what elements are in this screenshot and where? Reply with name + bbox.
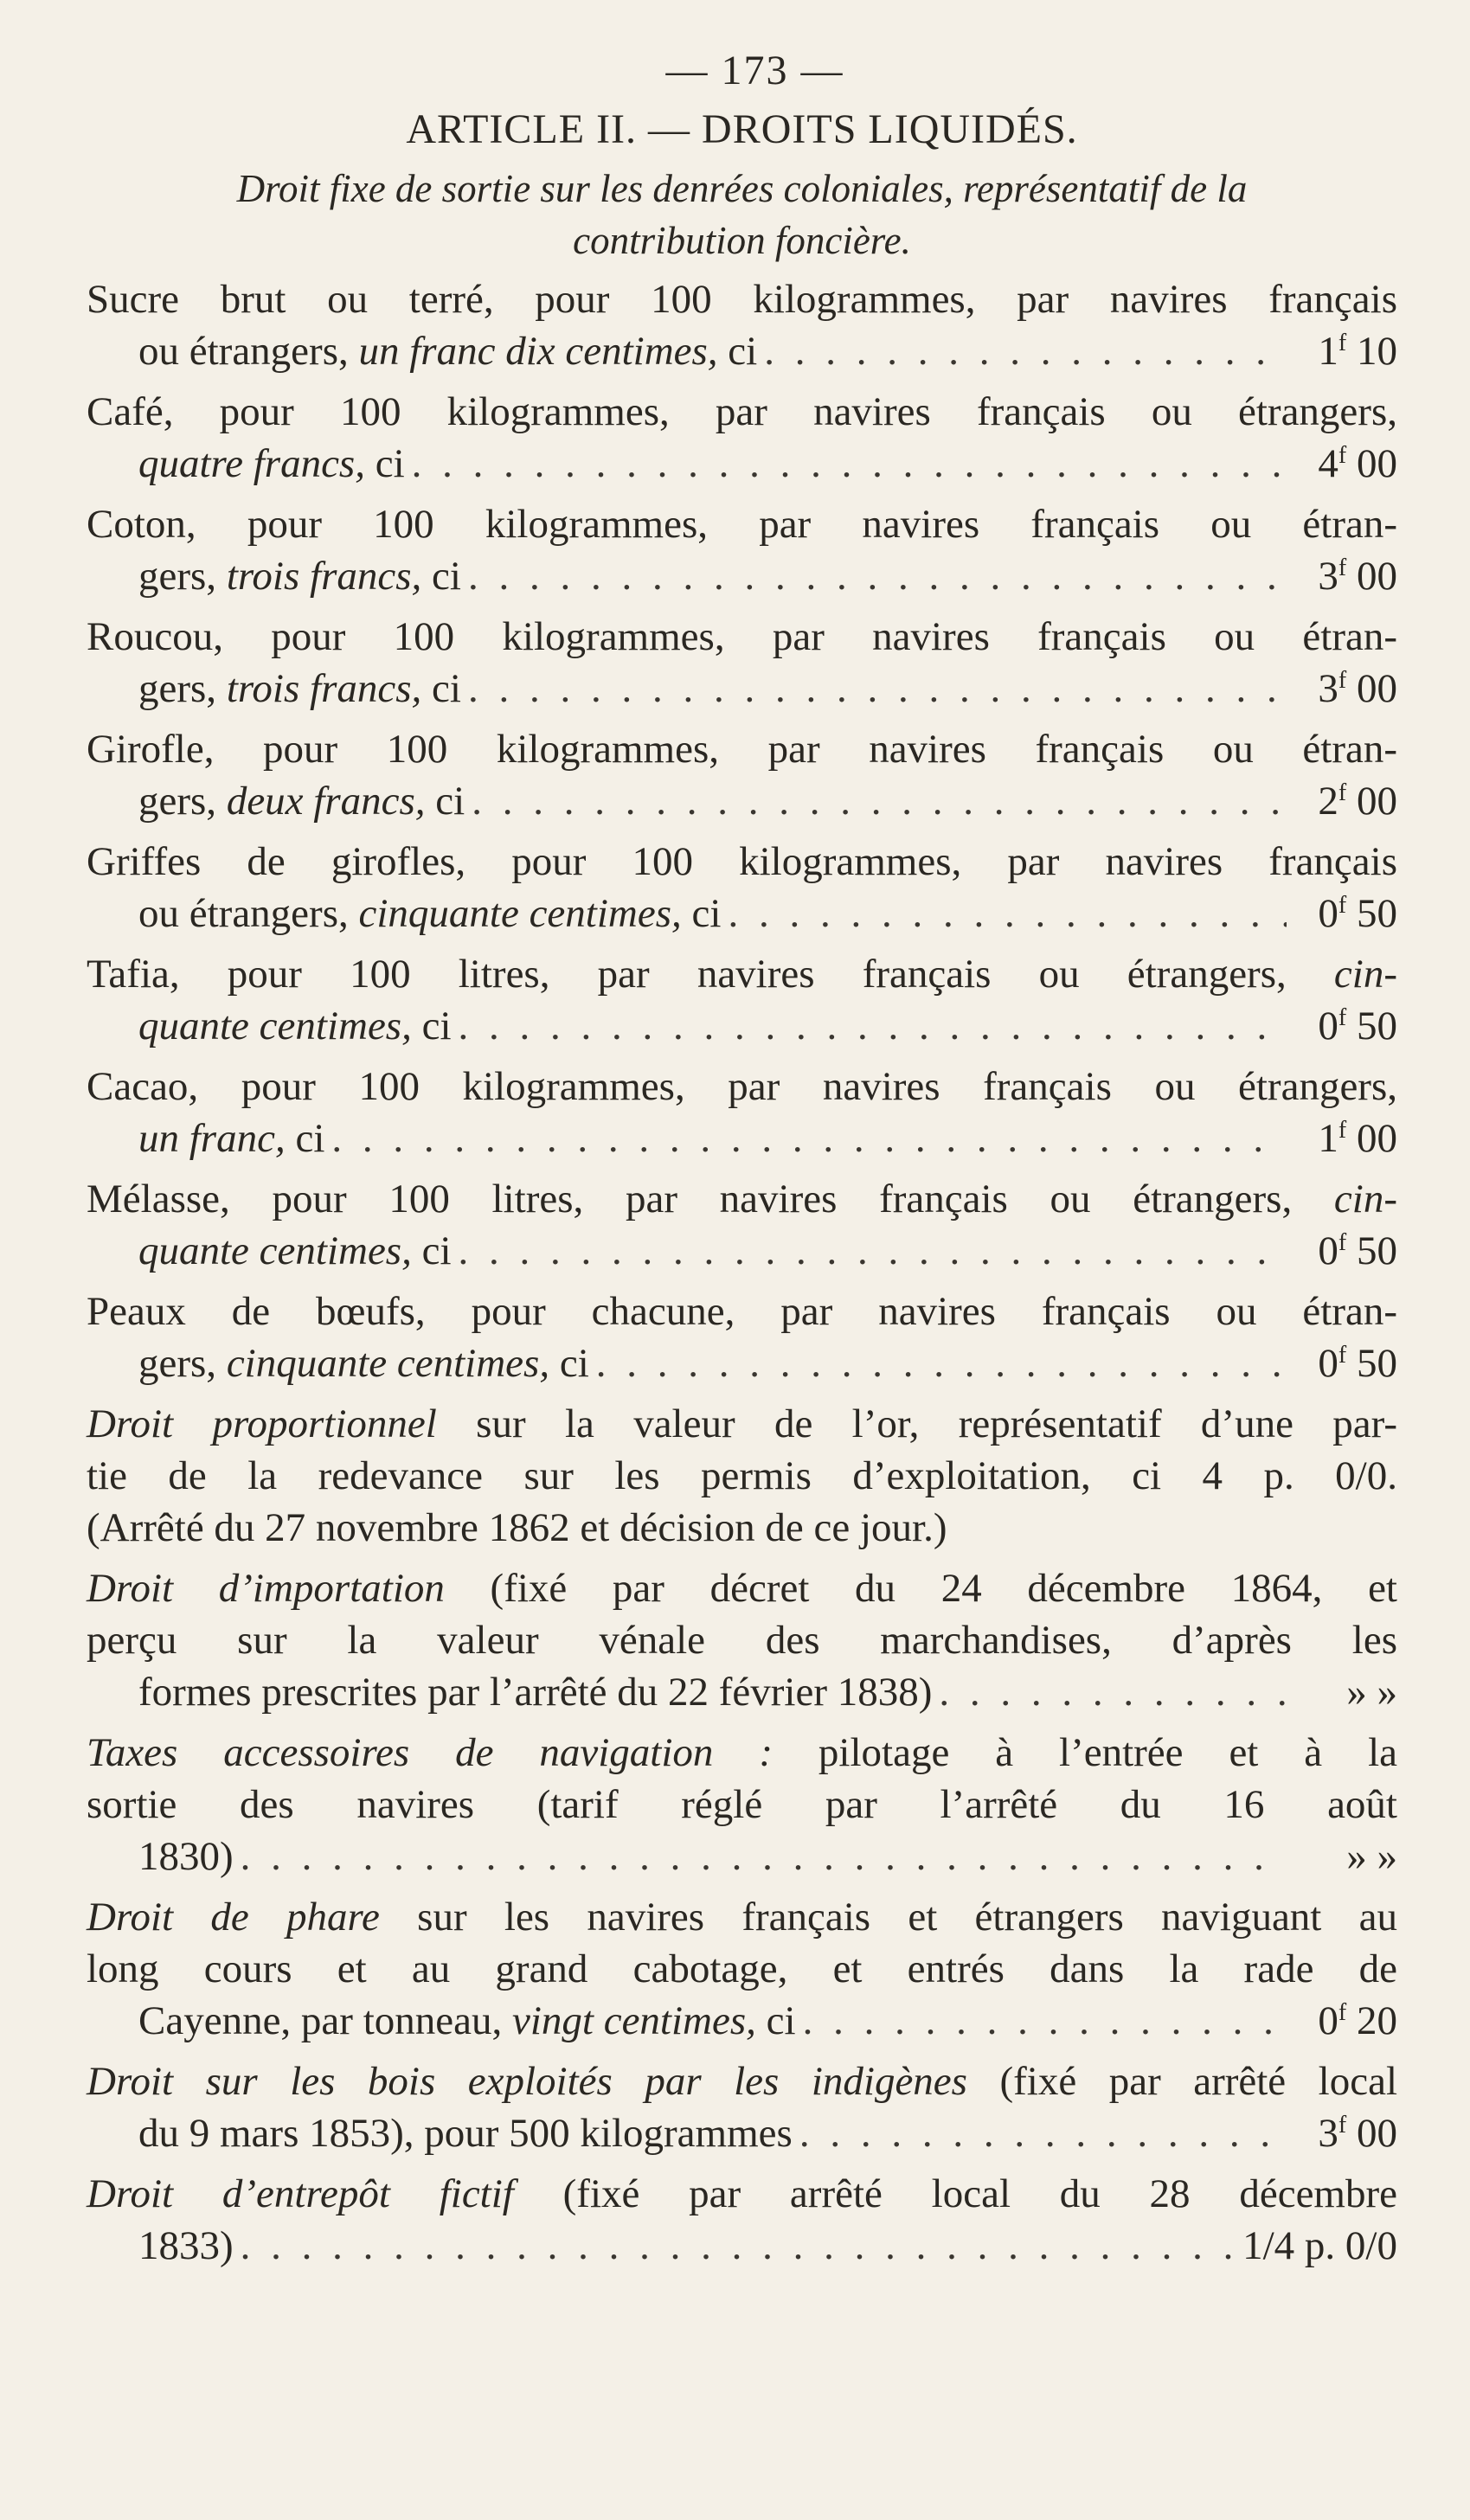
entry-amount-line bbox=[138, 775, 1397, 827]
dot-leader bbox=[596, 1337, 1287, 1389]
tariff-entry-griffes bbox=[87, 836, 1397, 939]
amount-int: 3 bbox=[1318, 666, 1338, 711]
dot-leader bbox=[241, 1831, 1287, 1882]
entry-lead-tail: ci bbox=[717, 329, 758, 374]
amount-dec: 50 bbox=[1357, 891, 1397, 936]
amount-dec: 50 bbox=[1357, 1228, 1397, 1273]
entry-amount bbox=[1293, 325, 1397, 377]
entry-lead-tail: ci bbox=[411, 1004, 452, 1048]
entry-amount bbox=[1293, 1000, 1397, 1052]
paragraph-text: (fixé par arrêté local du 28 décembre bbox=[513, 2171, 1397, 2216]
paragraph-line bbox=[87, 1727, 1397, 1779]
amount-int: 0 bbox=[1318, 1228, 1338, 1273]
paragraph-italic-lead: Droit de phare bbox=[87, 1895, 380, 1940]
amount-unit: f bbox=[1338, 667, 1347, 694]
amount-unit: f bbox=[1338, 892, 1347, 919]
paragraph-droit-entrepot bbox=[87, 2168, 1397, 2272]
dot-leader bbox=[241, 2220, 1236, 2272]
dot-leader bbox=[459, 1225, 1287, 1277]
paragraph-text: sur les navires français et étrangers naviguant au bbox=[379, 1895, 1397, 1940]
amount-dec: 00 bbox=[1357, 779, 1397, 824]
entry-lead-italic: trois francs, bbox=[226, 666, 422, 711]
entry-lead bbox=[138, 1995, 796, 2047]
paragraph-taxes-navigation bbox=[87, 1727, 1397, 1882]
paragraph-droit-importation bbox=[87, 1562, 1397, 1718]
paragraph-line: tie de la redevance sur les permis d’exploitation, ci 4 p. 0/0. bbox=[87, 1453, 1397, 1498]
entry-text-line bbox=[87, 1173, 1397, 1225]
amount-unit: f bbox=[1338, 2112, 1347, 2138]
entry-amount: » » bbox=[1346, 1670, 1397, 1715]
amount-dec: 00 bbox=[1357, 666, 1397, 711]
dot-leader bbox=[412, 438, 1287, 490]
entry-text-italic: cin- bbox=[1333, 952, 1397, 997]
paragraph-italic-lead: Droit d’importation bbox=[87, 1566, 445, 1611]
amount-dec: 50 bbox=[1357, 1341, 1397, 1386]
entry-lead bbox=[138, 1113, 324, 1164]
paragraph-line bbox=[87, 1891, 1397, 1943]
paragraph-droit-proportionnel bbox=[87, 1398, 1397, 1554]
entry-lead-plain: gers, bbox=[138, 666, 227, 711]
entry-lead-italic: cinquante centimes, bbox=[226, 1341, 550, 1386]
entry-text-line: Cacao, pour 100 kilogrammes, par navires français ou étrangers, bbox=[87, 1064, 1397, 1109]
tariff-entry-peaux bbox=[87, 1286, 1397, 1389]
entry-amount-line bbox=[138, 1666, 1397, 1718]
dot-leader bbox=[459, 1000, 1287, 1052]
paragraph-line: sortie des navires (tarif réglé par l’arrêté du 16 août bbox=[87, 1782, 1397, 1827]
amount-dec: 50 bbox=[1357, 1004, 1397, 1048]
entry-lead-tail: ci bbox=[425, 779, 465, 824]
entry-lead-tail: ci bbox=[681, 891, 722, 936]
entry-amount bbox=[1293, 1225, 1397, 1277]
entry-lead-tail: ci bbox=[421, 666, 461, 711]
page-number: — 173 — bbox=[665, 48, 844, 93]
entry-amount-line bbox=[138, 2107, 1397, 2159]
entry-text-plain: Mélasse, pour 100 litres, par navires français ou étrangers, bbox=[87, 1177, 1334, 1222]
entry-lead bbox=[138, 1000, 452, 1052]
dot-leader bbox=[728, 888, 1287, 939]
article-title: ARTICLE II. — DROITS LIQUIDÉS. bbox=[406, 106, 1078, 152]
entry-amount-line bbox=[138, 1995, 1397, 2047]
amount-unit: f bbox=[1338, 555, 1347, 581]
document-page bbox=[87, 43, 1397, 2280]
entry-lead-italic: cinquante centimes, bbox=[358, 891, 682, 936]
entry-amount bbox=[1293, 888, 1397, 939]
entry-lead-tail: ci bbox=[755, 1998, 796, 2043]
amount-int: 1 bbox=[1318, 1116, 1338, 1161]
paragraph-line: 1833) bbox=[138, 2223, 234, 2268]
entry-amount bbox=[1293, 775, 1397, 827]
amount-int: 3 bbox=[1318, 2111, 1338, 2156]
tariff-entry-melasse bbox=[87, 1173, 1397, 1277]
paragraph-droit-phare bbox=[87, 1891, 1397, 2047]
entry-lead bbox=[138, 550, 461, 602]
paragraph-line: perçu sur la valeur vénale des marchandises, d’après les bbox=[87, 1618, 1397, 1663]
entry-lead-italic: quante centimes, bbox=[138, 1004, 412, 1048]
amount-unit: f bbox=[1338, 1999, 1347, 2026]
subtitle-line-1: Droit fixe de sortie sur les denrées coloniales, représentatif de la bbox=[236, 167, 1248, 210]
entry-amount-line bbox=[138, 1000, 1397, 1052]
tariff-entry-coton bbox=[87, 498, 1397, 602]
paragraph-line: (Arrêté du 27 novembre 1862 et décision de ce jour.) bbox=[87, 1505, 947, 1550]
amount-dec: 00 bbox=[1357, 1116, 1397, 1161]
entry-lead-tail: ci bbox=[364, 441, 405, 486]
entry-lead-tail: ci bbox=[285, 1116, 325, 1161]
entry-amount: » » bbox=[1346, 1834, 1397, 1879]
paragraph-line: 1830) bbox=[138, 1834, 234, 1879]
entry-lead-tail: ci bbox=[549, 1341, 589, 1386]
entry-amount-line bbox=[138, 1337, 1397, 1389]
amount-unit: f bbox=[1338, 1342, 1347, 1369]
amount-dec: 20 bbox=[1357, 1998, 1397, 2043]
entry-lead bbox=[138, 325, 757, 377]
entry-lead-plain: gers, bbox=[138, 1341, 227, 1386]
amount-unit: f bbox=[1338, 1229, 1347, 1256]
amount-dec: 10 bbox=[1357, 329, 1397, 374]
entry-amount: 1/4 p. 0/0 bbox=[1242, 2223, 1397, 2268]
entry-lead-italic: quatre francs, bbox=[138, 441, 365, 486]
paragraph-line bbox=[87, 2055, 1398, 2107]
entry-lead bbox=[138, 1337, 589, 1389]
entry-amount-line bbox=[138, 888, 1397, 939]
paragraph-italic-lead: Droit d’entrepôt fictif bbox=[87, 2171, 514, 2216]
entry-lead bbox=[138, 775, 465, 827]
entry-lead-plain: ou étrangers, bbox=[138, 329, 359, 374]
entry-amount bbox=[1293, 663, 1397, 715]
entry-lead-italic: deux francs, bbox=[226, 779, 426, 824]
dot-leader bbox=[468, 550, 1287, 602]
tariff-entry-roucou bbox=[87, 611, 1397, 715]
entry-lead bbox=[138, 1225, 452, 1277]
dot-leader bbox=[764, 325, 1287, 377]
entry-text-line bbox=[87, 948, 1397, 1000]
entry-text-italic: cin- bbox=[1333, 1177, 1397, 1222]
entry-lead-italic: vingt centimes, bbox=[511, 1998, 756, 2043]
paragraph-line bbox=[87, 1398, 1398, 1450]
dot-leader bbox=[799, 2107, 1287, 2159]
amount-unit: f bbox=[1338, 1117, 1347, 1144]
amount-int: 0 bbox=[1318, 891, 1338, 936]
entry-text-line: Sucre brut ou terré, pour 100 kilogrammes, par navires français bbox=[87, 277, 1397, 322]
amount-int: 0 bbox=[1318, 1341, 1338, 1386]
amount-int: 1 bbox=[1318, 329, 1338, 374]
entry-amount-line bbox=[138, 2220, 1397, 2272]
subtitle-line-2: contribution foncière. bbox=[573, 219, 911, 262]
entry-lead-plain: gers, bbox=[138, 554, 227, 599]
entry-amount bbox=[1293, 1995, 1397, 2047]
amount-unit: f bbox=[1338, 1004, 1347, 1031]
dot-leader bbox=[803, 1995, 1287, 2047]
paragraph-line: long cours et au grand cabotage, et entrés dans la rade de bbox=[87, 1946, 1397, 1991]
entry-text-line: Girofle, pour 100 kilogrammes, par navires français ou étran- bbox=[87, 727, 1397, 772]
paragraph-text: (fixé par décret du 24 décembre 1864, et bbox=[444, 1566, 1397, 1611]
tariff-entry-cacao bbox=[87, 1061, 1397, 1164]
entry-amount bbox=[1293, 550, 1397, 602]
dot-leader bbox=[468, 663, 1287, 715]
paragraph-italic-lead: Droit sur les bois exploités par les indigènes bbox=[87, 2059, 967, 2104]
entry-text-line: Griffes de girofles, pour 100 kilogrammes, par navires français bbox=[87, 839, 1397, 884]
amount-int: 4 bbox=[1318, 441, 1338, 486]
paragraph-italic-lead: Droit proportionnel bbox=[87, 1401, 437, 1446]
entry-lead-tail: ci bbox=[411, 1228, 452, 1273]
entry-lead-plain: Cayenne, par tonneau, bbox=[138, 1998, 512, 2043]
entry-lead-italic: trois francs, bbox=[226, 554, 422, 599]
paragraph-italic-lead: Taxes accessoires de navigation : bbox=[87, 1730, 773, 1775]
paragraph-line bbox=[87, 1562, 1397, 1614]
entry-amount bbox=[1293, 438, 1397, 490]
amount-dec: 00 bbox=[1357, 2111, 1397, 2156]
tariff-entry-girofle bbox=[87, 723, 1397, 827]
entry-lead bbox=[138, 438, 405, 490]
entry-lead bbox=[138, 888, 721, 939]
entry-amount-line bbox=[138, 550, 1397, 602]
section-subtitle bbox=[87, 163, 1397, 266]
entry-amount bbox=[1293, 1113, 1397, 1164]
paragraph-text: sur la valeur de l’or, représentatif d’une par- bbox=[436, 1401, 1398, 1446]
paragraph-line: du 9 mars 1853), pour 500 kilogrammes bbox=[138, 2111, 793, 2156]
entry-text-plain: Tafia, pour 100 litres, par navires français ou étrangers, bbox=[87, 952, 1334, 997]
entry-amount-line bbox=[138, 1113, 1397, 1164]
entry-lead-plain: gers, bbox=[138, 779, 227, 824]
paragraph-text: pilotage à l’entrée et à la bbox=[773, 1730, 1397, 1775]
entry-amount-line bbox=[138, 663, 1397, 715]
dot-leader bbox=[939, 1666, 1287, 1718]
amount-unit: f bbox=[1338, 442, 1347, 469]
entry-lead bbox=[138, 663, 461, 715]
amount-int: 0 bbox=[1318, 1004, 1338, 1048]
entry-amount-line bbox=[138, 1225, 1397, 1277]
tariff-entry-tafia bbox=[87, 948, 1397, 1052]
entry-lead-italic: un franc dix centimes, bbox=[358, 329, 718, 374]
paragraph-line: formes prescrites par l’arrêté du 22 février 1838) bbox=[138, 1670, 933, 1715]
dot-leader bbox=[472, 775, 1287, 827]
entry-amount bbox=[1293, 1337, 1397, 1389]
amount-int: 3 bbox=[1318, 554, 1338, 599]
entry-amount-line bbox=[138, 325, 1397, 377]
entry-lead-italic: un franc, bbox=[138, 1116, 286, 1161]
amount-unit: f bbox=[1338, 779, 1347, 806]
paragraph-text: (fixé par arrêté local bbox=[966, 2059, 1398, 2104]
entry-amount-line bbox=[138, 1831, 1397, 1882]
amount-dec: 00 bbox=[1357, 554, 1397, 599]
paragraph-droit-bois bbox=[87, 2055, 1397, 2159]
amount-unit: f bbox=[1338, 330, 1347, 356]
amount-int: 0 bbox=[1318, 1998, 1338, 2043]
entry-lead-tail: ci bbox=[421, 554, 461, 599]
tariff-entry-sucre bbox=[87, 273, 1397, 377]
tariff-entry-cafe bbox=[87, 386, 1397, 490]
entry-lead-plain: ou étrangers, bbox=[138, 891, 359, 936]
entry-lead-italic: quante centimes, bbox=[138, 1228, 412, 1273]
paragraph-line bbox=[87, 2168, 1397, 2220]
entry-text-line: Peaux de bœufs, pour chacune, par navires français ou étran- bbox=[87, 1289, 1397, 1334]
entry-amount-line bbox=[138, 438, 1397, 490]
amount-dec: 00 bbox=[1357, 441, 1397, 486]
amount-int: 2 bbox=[1318, 779, 1338, 824]
dot-leader bbox=[331, 1113, 1287, 1164]
entry-text-line: Café, pour 100 kilogrammes, par navires français ou étrangers, bbox=[87, 389, 1397, 434]
entry-text-line: Roucou, pour 100 kilogrammes, par navires français ou étran- bbox=[87, 614, 1397, 659]
entry-text-line: Coton, pour 100 kilogrammes, par navires français ou étran- bbox=[87, 502, 1397, 547]
entry-amount bbox=[1293, 2107, 1397, 2159]
